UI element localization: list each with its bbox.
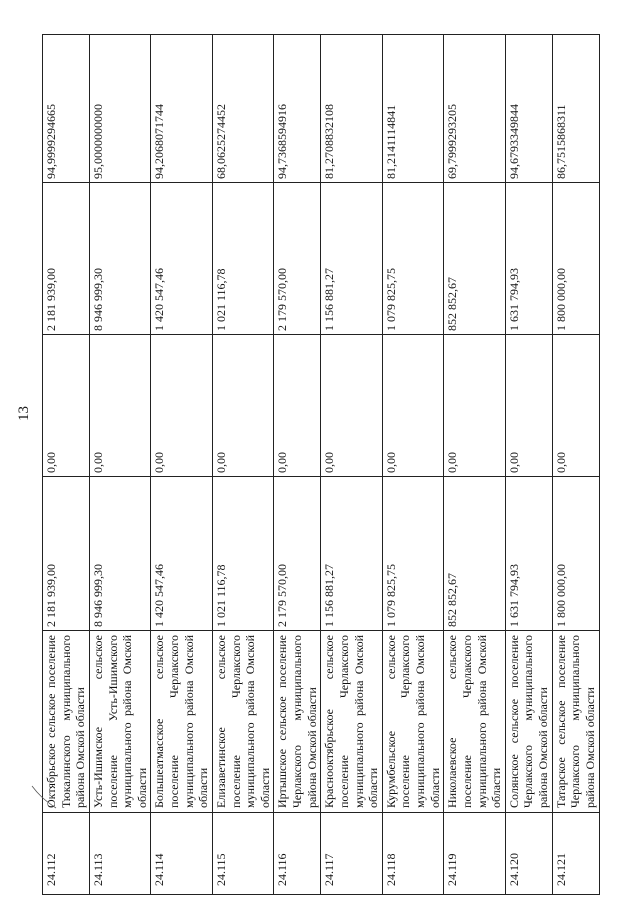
table-row — [382, 35, 444, 895]
amount-cell: 2 179 570,00 — [274, 477, 321, 631]
settlement-name-cell: Большеатмасское сельское поселение Черлакского муниципального района Омской области — [151, 631, 213, 813]
row-number-cell: 24.115 — [212, 813, 274, 895]
row-number-cell: 24.114 — [151, 813, 213, 895]
amount-total-cell: 1 420 547,46 — [151, 183, 213, 335]
amount-zero-cell: 0,00 — [212, 335, 274, 477]
amount-cell: 1 420 547,46 — [151, 477, 213, 631]
amount-zero-cell: 0,00 — [89, 335, 151, 477]
percent-cell: 81,2141114841 — [382, 35, 444, 183]
amount-total-cell: 852 852,67 — [444, 183, 506, 335]
amount-total-cell: 2 181 939,00 — [43, 183, 90, 335]
row-number-cell: 24.117 — [321, 813, 383, 895]
amount-zero-cell: 0,00 — [444, 335, 506, 477]
amount-cell: 1 800 000,00 — [552, 477, 599, 631]
amount-zero-cell: 0,00 — [552, 335, 599, 477]
settlement-name-cell: Татарское сельское поселение Черлакского муниципального района Омской области — [552, 631, 599, 813]
settlement-name-cell: Усть-Ишимское сельское поселение Усть-Ишимского муниципального района Омской области — [89, 631, 151, 813]
row-number-cell: 24.121 — [552, 813, 599, 895]
settlement-name-cell: Краснооктябрьское сельское поселение Черлакского муниципального района Омской области — [321, 631, 383, 813]
amount-zero-cell: 0,00 — [321, 335, 383, 477]
row-number-cell: 24.116 — [274, 813, 321, 895]
settlement-name-cell: Иртышское сельское поселение Черлакского муниципального района Омской области — [274, 631, 321, 813]
percent-cell: 94,2068071744 — [151, 35, 213, 183]
amount-zero-cell: 0,00 — [43, 335, 90, 477]
row-number-cell: 24.113 — [89, 813, 151, 895]
percent-cell: 94,7368594916 — [274, 35, 321, 183]
amount-total-cell: 1 079 825,75 — [382, 183, 444, 335]
table-row — [321, 35, 383, 895]
amount-cell: 2 181 939,00 — [43, 477, 90, 631]
table-row — [89, 35, 151, 895]
table-row — [212, 35, 274, 895]
amount-zero-cell: 0,00 — [505, 335, 552, 477]
percent-cell: 95,0000000000 — [89, 35, 151, 183]
amount-cell: 1 631 794,93 — [505, 477, 552, 631]
amount-total-cell: 8 946 999,30 — [89, 183, 151, 335]
row-number-cell: 24.120 — [505, 813, 552, 895]
subsidy-table — [42, 34, 600, 895]
amount-total-cell: 2 179 570,00 — [274, 183, 321, 335]
row-number-cell: 24.112 — [43, 813, 90, 895]
settlement-name-cell: Октябрьское сельское поселение Тюкалинского муниципального района Омской области — [43, 631, 90, 813]
amount-cell: 1 079 825,75 — [382, 477, 444, 631]
table-row — [43, 35, 90, 895]
table-row — [552, 35, 599, 895]
page-number: 13 — [16, 406, 32, 421]
amount-cell: 8 946 999,30 — [89, 477, 151, 631]
table-row — [444, 35, 506, 895]
settlement-name-cell: Николаевское сельское поселение Черлакского муниципального района Омской области — [444, 631, 506, 813]
amount-zero-cell: 0,00 — [382, 335, 444, 477]
amount-total-cell: 1 021 116,78 — [212, 183, 274, 335]
percent-cell: 69,7999293205 — [444, 35, 506, 183]
settlement-name-cell: Солянское сельское поселение Черлакского муниципального района Омской области — [505, 631, 552, 813]
percent-cell: 68,0625274452 — [212, 35, 274, 183]
settlement-name-cell: Курумбельское сельское поселение Черлакского муниципального района Омской области — [382, 631, 444, 813]
settlement-name-cell: Елизаветинское сельское поселение Черлакского муниципального района Омской области — [212, 631, 274, 813]
table-row — [505, 35, 552, 895]
percent-cell: 86,7515868311 — [552, 35, 599, 183]
amount-total-cell: 1 800 000,00 — [552, 183, 599, 335]
table-body — [43, 35, 600, 895]
table-row — [274, 35, 321, 895]
table-row — [151, 35, 213, 895]
amount-cell: 1 021 116,78 — [212, 477, 274, 631]
amount-cell: 852 852,67 — [444, 477, 506, 631]
amount-zero-cell: 0,00 — [274, 335, 321, 477]
amount-total-cell: 1 156 881,27 — [321, 183, 383, 335]
percent-cell: 94,9999294665 — [43, 35, 90, 183]
percent-cell: 81,2708832108 — [321, 35, 383, 183]
amount-cell: 1 156 881,27 — [321, 477, 383, 631]
amount-total-cell: 1 631 794,93 — [505, 183, 552, 335]
amount-zero-cell: 0,00 — [151, 335, 213, 477]
row-number-cell: 24.118 — [382, 813, 444, 895]
percent-cell: 94,6793349844 — [505, 35, 552, 183]
subsidy-table-container — [42, 35, 597, 895]
row-number-cell: 24.119 — [444, 813, 506, 895]
